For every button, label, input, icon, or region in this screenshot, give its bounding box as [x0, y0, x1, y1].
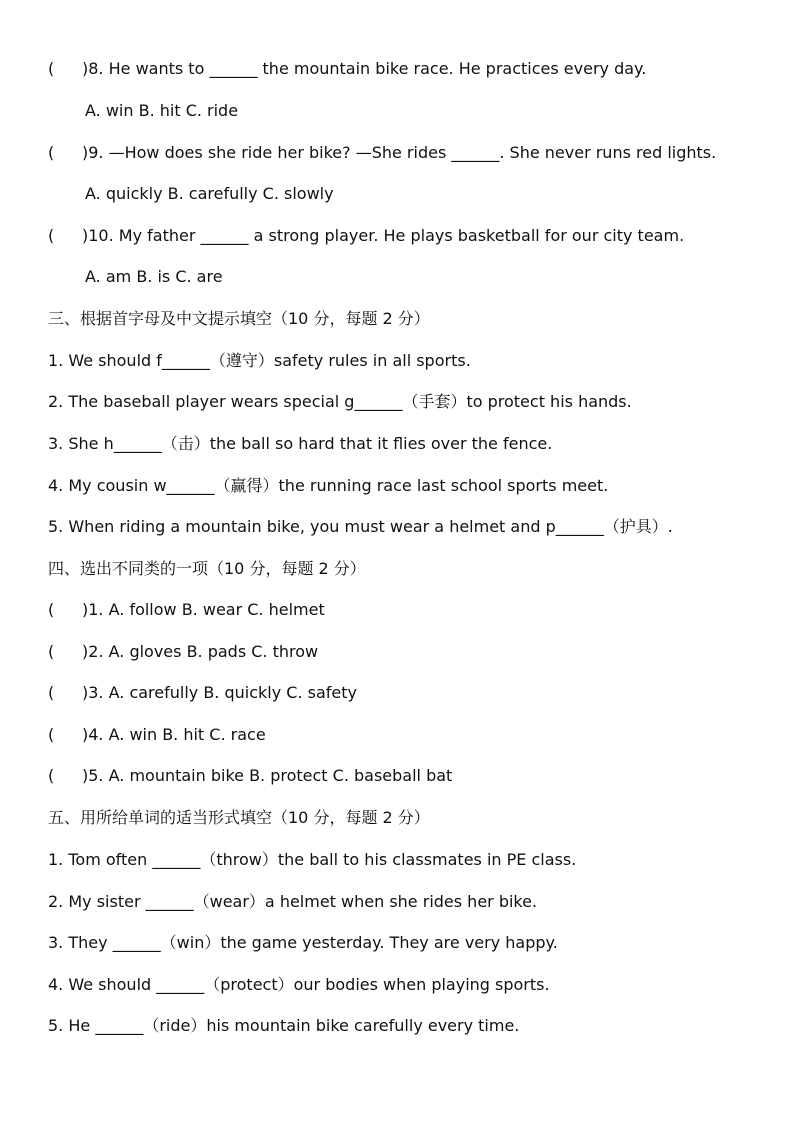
- odd-one-item-5: ( )5. A. mountain bike B. protect C. baseball bat: [48, 766, 453, 785]
- question-10-options: A. am B. is C. are: [85, 267, 223, 286]
- section-4-title: 四、选出不同类的一项（10 分，每题 2 分）: [48, 559, 366, 578]
- question-number: 9.: [88, 143, 104, 162]
- fill-item-5: 5. When riding a mountain bike, you must wear a helmet and p______（护具）.: [48, 517, 673, 536]
- question-10: ( )10. My father ______ a strong player. He plays basketball for our city team.: [48, 226, 685, 245]
- section-5-title: 五、用所给单词的适当形式填空（10 分，每题 2 分）: [48, 808, 430, 827]
- odd-one-item-2: ( )2. A. gloves B. pads C. throw: [48, 642, 319, 661]
- word-form-item-3: 3. They ______（win）the game yesterday. They are very happy.: [48, 933, 558, 952]
- answer-paren-open: (: [48, 59, 55, 78]
- question-text: He wants to ______ the mountain bike race. He practices every day.: [108, 59, 647, 78]
- question-9-options: A. quickly B. carefully C. slowly: [85, 184, 334, 203]
- question-number: 8.: [88, 59, 104, 78]
- fill-item-4: 4. My cousin w______（赢得）the running race last school sports meet.: [48, 476, 609, 495]
- question-text: My father ______ a strong player. He plays basketball for our city team.: [118, 226, 685, 245]
- word-form-item-2: 2. My sister ______（wear）a helmet when she rides her bike.: [48, 892, 538, 911]
- fill-item-1: 1. We should f______（遵守）safety rules in all sports.: [48, 351, 471, 370]
- section-3-title: 三、根据首字母及中文提示填空（10 分，每题 2 分）: [48, 309, 430, 328]
- odd-one-item-1: ( )1. A. follow B. wear C. helmet: [48, 600, 325, 619]
- question-text: —How does she ride her bike? —She rides ______. She never runs red lights.: [108, 143, 717, 162]
- question-9: ( )9. —How does she ride her bike? —She rides ______. She never runs red lights.: [48, 143, 717, 162]
- word-form-item-1: 1. Tom often ______（throw）the ball to his classmates in PE class.: [48, 850, 577, 869]
- question-8-options: A. win B. hit C. ride: [85, 101, 239, 120]
- odd-one-item-4: ( )4. A. win B. hit C. race: [48, 725, 266, 744]
- answer-paren-open: (: [48, 143, 55, 162]
- question-number: 10.: [88, 226, 114, 245]
- answer-paren-open: (: [48, 226, 55, 245]
- word-form-item-5: 5. He ______（ride）his mountain bike carefully every time.: [48, 1016, 520, 1035]
- odd-one-item-3: ( )3. A. carefully B. quickly C. safety: [48, 683, 357, 702]
- word-form-item-4: 4. We should ______（protect）our bodies when playing sports.: [48, 975, 550, 994]
- fill-item-2: 2. The baseball player wears special g______（手套）to protect his hands.: [48, 392, 632, 411]
- question-8: ( )8. He wants to ______ the mountain bike race. He practices every day.: [48, 59, 647, 78]
- fill-item-3: 3. She h______（击）the ball so hard that it flies over the fence.: [48, 434, 553, 453]
